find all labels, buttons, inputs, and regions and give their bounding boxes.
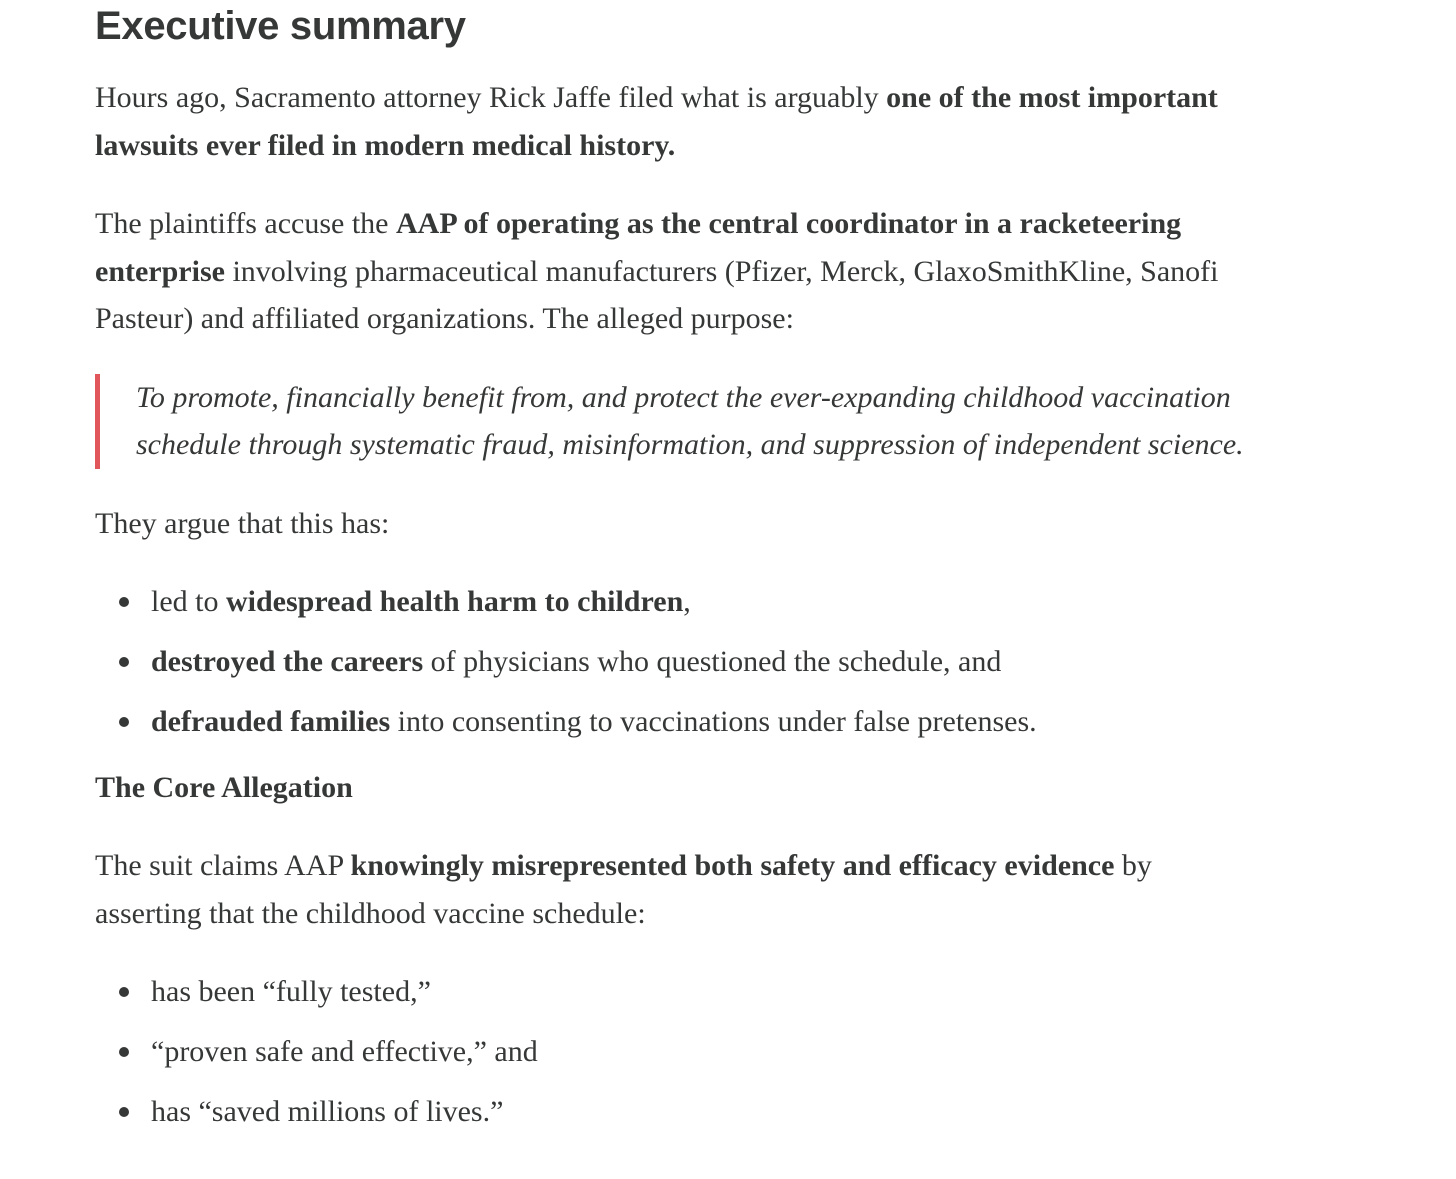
core-text-2: by asserting that the childhood vaccine schedule: — [95, 849, 1152, 930]
bullet-icon — [119, 987, 129, 997]
list-item-text: , — [683, 585, 691, 618]
core-bold: knowingly misrepresented both safety and efficacy evidence — [350, 849, 1115, 882]
core-paragraph — [95, 842, 1245, 937]
list-item-bold: widespread health harm to children — [226, 585, 684, 618]
list-item-text: “proven safe and effective,” and — [151, 1035, 538, 1068]
intro-text: Hours ago, Sacramento attorney Rick Jaffe filed what is arguably — [95, 81, 887, 114]
claims-list — [95, 968, 1245, 1136]
list-item — [151, 968, 1245, 1016]
list-item — [151, 578, 1245, 626]
harms-list — [95, 578, 1245, 746]
core-text-1: The suit claims AAP — [95, 849, 351, 882]
section-heading: Executive summary — [95, 4, 466, 48]
list-item-text: led to — [151, 585, 226, 618]
argue-paragraph: They argue that this has: — [95, 506, 390, 540]
list-item-bold: defrauded families — [151, 705, 391, 738]
list-item-text: has been “fully tested,” — [151, 975, 431, 1008]
plaintiffs-text-1: The plaintiffs accuse the — [95, 207, 396, 240]
bullet-icon — [119, 597, 129, 607]
plaintiffs-bold: AAP of operating as the central coordinator in a racketeering enterprise — [95, 207, 1182, 288]
list-item-bold: destroyed the careers — [151, 645, 424, 678]
purpose-quote: To promote, financially benefit from, and protect the ever-expanding childhood vaccination schedule through systematic fraud, misinformation, and suppression of independent science. — [95, 374, 1256, 469]
list-item-text: has “saved millions of lives.” — [151, 1095, 504, 1128]
core-allegation-heading: The Core Allegation — [95, 770, 353, 804]
intro-paragraph — [95, 74, 1245, 169]
plaintiffs-paragraph — [95, 200, 1245, 343]
bullet-icon — [119, 1047, 129, 1057]
bullet-icon — [119, 717, 129, 727]
intro-bold: one of the most important lawsuits ever filed in modern medical history. — [95, 81, 1218, 162]
list-item — [151, 638, 1245, 686]
list-item — [151, 698, 1245, 746]
list-item — [151, 1028, 1245, 1076]
bullet-icon — [119, 657, 129, 667]
plaintiffs-text-2: involving pharmaceutical manufacturers (Pfizer, Merck, GlaxoSmithKline, Sanofi Pasteur) and affiliated organizations. The alleged purpose: — [95, 254, 1219, 335]
bullet-icon — [119, 1107, 129, 1117]
list-item-text: into consenting to vaccinations under false pretenses. — [390, 705, 1037, 738]
list-item — [151, 1088, 1245, 1136]
list-item-text: of physicians who questioned the schedule, and — [423, 645, 1002, 678]
article-body — [95, 0, 1245, 1148]
